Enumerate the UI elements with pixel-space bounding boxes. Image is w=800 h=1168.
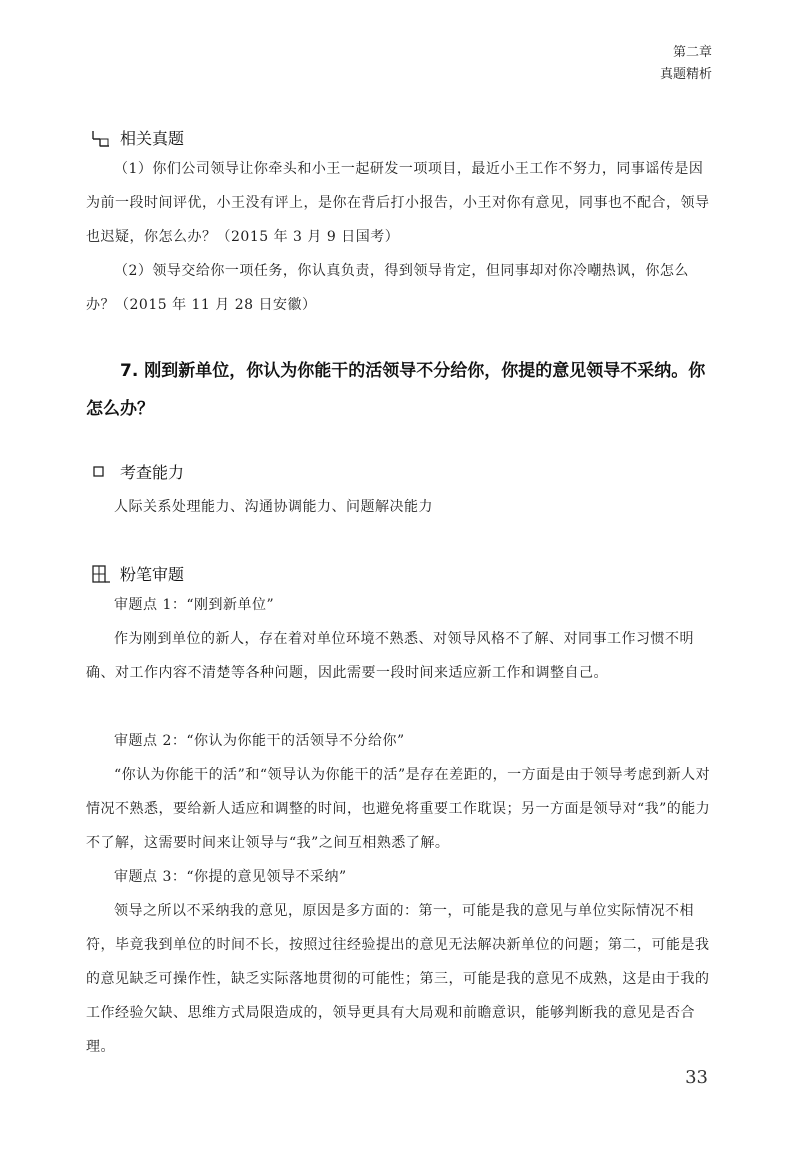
chapter-label: 第二章 [672, 45, 712, 60]
bracket-square-icon [90, 127, 112, 149]
chapter-subtitle: 真题精析 [659, 67, 712, 82]
analysis-point-1-label: 审题点 1：“刚到新单位” [114, 597, 275, 613]
section-ability-label: 考查能力 [120, 463, 185, 482]
analysis-point-3-text: 领导之所以不采纳我的意见，原因是多方面的：第一，可能是我的意见与单位实际情况不相符，毕竟我到单位的时间不长，按照过往经验提出的意见无法解决新单位的问题；第二，可能是我的意见缺乏可操作性，缺乏实际落地贯彻的可能性；第三，可能是我的意见不成熟，这是由于我的工作经验欠缺、思维方式局限造成的，领导更具有大局观和前瞻意识，能够判断我的意见是否合理。 [86, 903, 710, 1055]
analysis-point-2-text: “你认为你能干的活”和“领导认为你能干的活”是存在差距的，一方面是由于领导考虑到新人对情况不熟悉，要给新人适应和调整的时间，也避免将重要工作耽误；另一方面是领导对“我”的能力不了解，这需要时间来让领导与“我”之间互相熟悉了解。 [86, 767, 711, 851]
section-ability-title [90, 460, 184, 483]
grid-box-icon [90, 563, 112, 585]
section-analysis-label: 粉笔审题 [120, 565, 185, 584]
related-question-2: （2）领导交给你一项任务，你认真负责，得到领导肯定，但同事却对你冷嘲热讽，你怎么办？（2015 年 11 月 28 日安徽） [86, 263, 689, 313]
question-7-heading: 7. 刚到新单位，你认为你能干的活领导不分给你，你提的意见领导不采纳。你怎么办？ [86, 361, 706, 419]
section-related-label: 相关真题 [120, 129, 185, 148]
analysis-point-3-label: 审题点 3：“你提的意见领导不采纳” [114, 869, 347, 885]
running-header [660, 42, 712, 86]
ability-text: 人际关系处理能力、沟通协调能力、问题解决能力 [114, 499, 433, 515]
square-icon [90, 461, 112, 483]
page-number: 33 [685, 1067, 708, 1088]
section-related-title [90, 126, 184, 149]
analysis-point-1-text: 作为刚到单位的新人，存在着对单位环境不熟悉、对领导风格不了解、对同事工作习惯不明确、对工作内容不清楚等各种问题，因此需要一段时间来适应新工作和调整自己。 [86, 631, 694, 681]
analysis-point-2-label: 审题点 2：“你认为你能干的活领导不分给你” [114, 733, 405, 749]
section-analysis-title [90, 562, 184, 585]
related-question-1: （1）你们公司领导让你牵头和小王一起研发一项项目，最近小王工作不努力，同事谣传是因为前一段时间评优，小王没有评上，是你在背后打小报告，小王对你有意见，同事也不配合，领导也迟疑，你怎么办？（2015 年 3 月 9 日国考） [86, 161, 710, 245]
